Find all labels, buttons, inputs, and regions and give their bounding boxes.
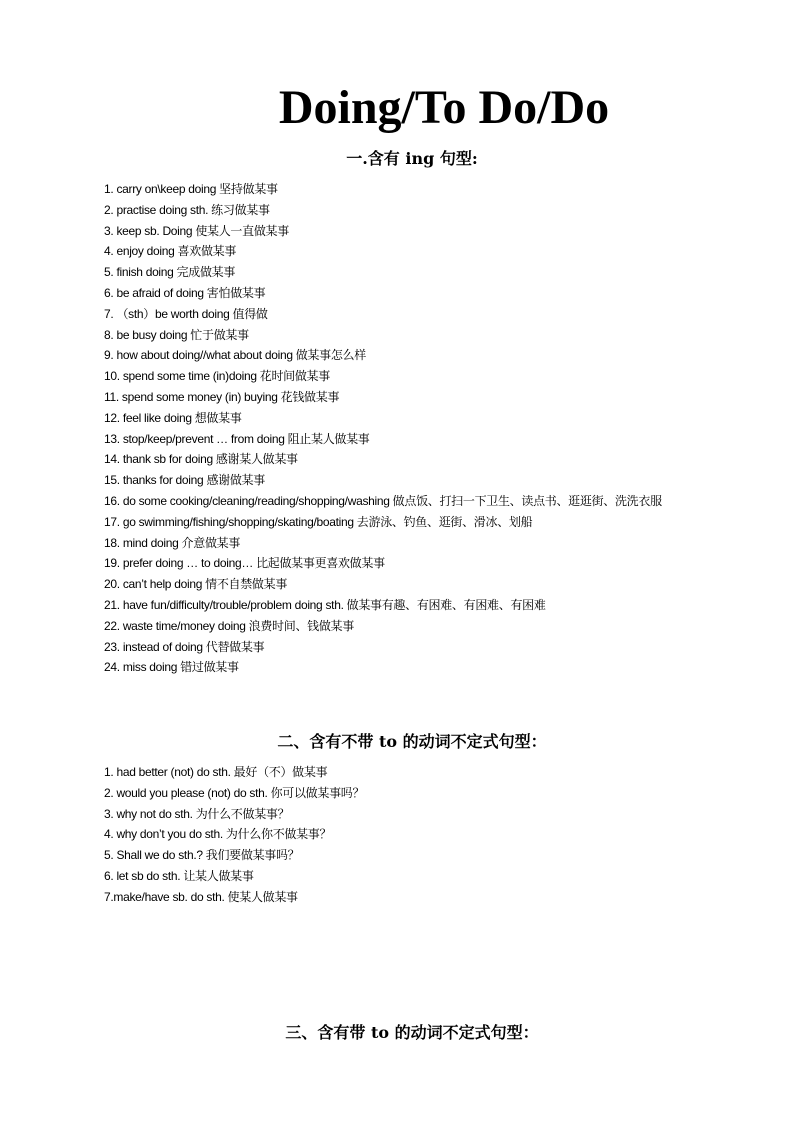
bare-infinitive-pattern-list: [76, 762, 726, 908]
list-item: 13. stop/keep/prevent … from doing 阻止某人做某事: [104, 431, 370, 446]
section-heading-bare-infinitive: 二、含有不带 to 的动词不定式句型：: [277, 732, 547, 751]
list-item: 21. have fun/difficulty/trouble/problem doing sth. 做某事有趣、有困难、有困难、有困难: [104, 597, 546, 612]
list-item: 24. miss doing 错过做某事: [104, 660, 239, 675]
list-item: 19. prefer doing … to doing… 比起做某事更喜欢做某事: [104, 556, 385, 571]
section-heading-ing: 一.含有 ing 句型:: [346, 149, 478, 168]
list-item: 14. thank sb for doing 感谢某人做某事: [104, 452, 298, 467]
list-item: 11. spend some money (in) buying 花钱做某事: [104, 389, 340, 404]
list-item: 9. how about doing//what about doing 做某事怎么样: [104, 348, 366, 363]
list-item: 6. be afraid of doing 害怕做某事: [104, 285, 266, 300]
list-item: 16. do some cooking/cleaning/reading/shopping/washing 做点饭、打扫一下卫生、读点书、逛逛街、洗洗衣服: [104, 493, 662, 508]
list-item: 18. mind doing 介意做某事: [104, 535, 241, 550]
list-item: 5. finish doing 完成做某事: [104, 265, 236, 280]
list-item: 20. can’t help doing 情不自禁做某事: [104, 577, 288, 592]
list-item: 3. why not do sth. 为什么不做某事？: [104, 806, 290, 821]
list-item: 2. would you please (not) do sth. 你可以做某事吗？: [104, 785, 365, 800]
list-item: 4. enjoy doing 喜欢做某事: [104, 244, 237, 259]
list-item: 2. practise doing sth. 练习做某事: [104, 202, 270, 217]
document-title: Doing/To Do/Do: [278, 81, 610, 134]
list-item: 3. keep sb. Doing 使某人一直做某事: [104, 223, 289, 238]
list-item: 5. Shall we do sth.? 我们要做某事吗？: [104, 848, 300, 863]
ing-pattern-list: [76, 179, 726, 678]
section-heading-to-infinitive: 三、含有带 to 的动词不定式句型：: [285, 1023, 539, 1042]
list-item: 4. why don’t you do sth. 为什么你不做某事？: [104, 827, 332, 842]
list-item: 8. be busy doing 忙于做某事: [104, 327, 249, 342]
list-item: 1. carry on\keep doing 坚持做某事: [104, 182, 278, 196]
list-item: 7. （sth）be worth doing 值得做: [104, 306, 268, 321]
list-item: 17. go swimming/fishing/shopping/skating/boating 去游泳、钓鱼、逛街、滑冰、划船: [104, 514, 533, 529]
list-item: 23. instead of doing 代替做某事: [104, 639, 265, 654]
list-item: 6. let sb do sth. 让某人做某事: [104, 868, 254, 883]
list-item: 10. spend some time (in)doing 花时间做某事: [104, 369, 330, 384]
list-item: 1. had better (not) do sth. 最好（不）做某事: [104, 765, 328, 779]
list-item: 7.make/have sb. do sth. 使某人做某事: [104, 889, 298, 904]
list-item: 15. thanks for doing 感谢做某事: [104, 473, 265, 488]
list-item: 12. feel like doing 想做某事: [104, 410, 242, 425]
list-item: 22. waste time/money doing 浪费时间、钱做某事: [104, 618, 354, 633]
